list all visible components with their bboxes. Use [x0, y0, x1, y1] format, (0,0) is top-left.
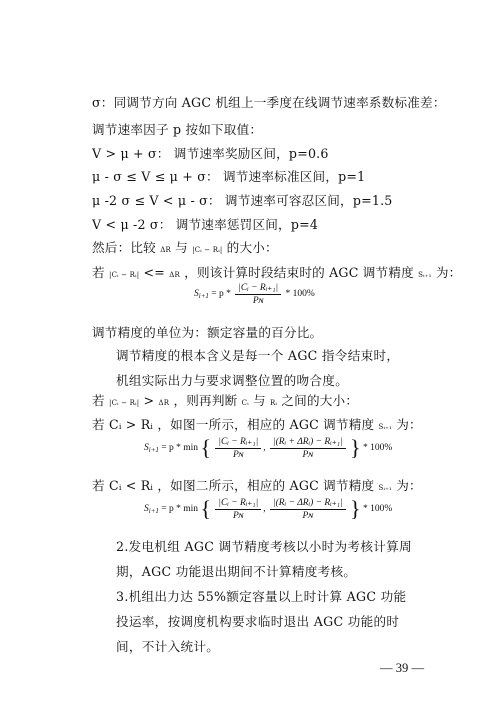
if2-r-symbol: Rᵢ — [270, 399, 278, 407]
case1-text-b: ，如图一所示，相应的 AGC 调节精度 — [157, 417, 375, 432]
compare-text-c: 的大小： — [226, 240, 278, 255]
if2-text-d: 与 — [253, 393, 266, 408]
f2-comma: , — [263, 443, 266, 454]
f2-fraction-1 — [215, 436, 261, 460]
case2-s-symbol: Sᵢ₊₁ — [378, 484, 393, 492]
case2-text-a: 若 — [92, 478, 105, 493]
if1-abs-symbol: |Cᵢ − Rᵢ| — [109, 271, 140, 279]
f2-tail: * 100% — [362, 443, 393, 454]
f3-fraction-1 — [215, 497, 261, 521]
condition-standard: μ - σ ≤ V ≤ μ + σ： 调节速率标准区间，p=1 — [92, 169, 366, 184]
if2-text-e: 之间的大小： — [281, 393, 359, 408]
if2-text-c: ，则再判断 — [173, 393, 238, 408]
unit-line: 调节精度的单位为：额定容量的百分比。 — [92, 325, 323, 340]
f1-numerator: |Cᵢ − Rᵢ₊₁| — [235, 282, 281, 295]
if1-text-b: <= — [143, 265, 166, 280]
if1-text-c: ，则该计算时段结束时的 AGC 调节精度 — [184, 265, 414, 280]
item2-text: 2.发电机组 AGC 调节精度考核以小时为考核计算周期，AGC 功能退出期间不计算精度考核。 — [116, 539, 412, 579]
f2-lhs-sub: i+1 — [148, 446, 159, 455]
item3-text: 3.机组出力达 55%额定容量以上时计算 AGC 功能投运率，按调度机构要求临时退出 AGC 功能的时间，不计入统计。 — [116, 589, 407, 654]
factor-intro: 调节速率因子 p 按如下取值： — [92, 122, 263, 137]
if2-delta-symbol: ΔR — [158, 399, 170, 407]
condition-reward: V > μ + σ： 调节速率奖励区间，p=0.6 — [92, 146, 329, 161]
case2-text-b: ，如图二所示，相应的 AGC 调节精度 — [157, 478, 375, 493]
page-number: — 39 — — [380, 661, 425, 675]
compare-line — [92, 237, 278, 256]
if1-s-symbol: Sᵢ₊₁ — [418, 271, 432, 279]
if2-text-a: 若 — [92, 393, 105, 408]
sigma-definition: σ：同调节方向 AGC 机组上一季度在线调节速率系数标准差： — [92, 95, 446, 110]
f2-numerator-1: |Cᵢ − Rᵢ₊₁| — [215, 436, 261, 449]
case1-s-symbol: Sᵢ₊₁ — [378, 423, 393, 431]
item2-paragraph — [92, 534, 412, 584]
item3-paragraph — [92, 584, 412, 659]
f3-left-brace: { — [200, 496, 211, 521]
delta-symbol: ΔR — [160, 246, 171, 254]
f1-denominator: Pɴ — [252, 296, 264, 306]
f1-tail: * 100% — [285, 289, 315, 300]
case2-text-c: 为： — [396, 478, 422, 493]
f2-lhs: S — [144, 443, 149, 454]
formula-precision-less — [144, 497, 392, 521]
f2-fraction-2 — [270, 436, 346, 460]
f3-lhs: S — [144, 504, 149, 515]
f2-numerator-2: |(Rᵢ + ΔRᵢ) − Rᵢ₊₁| — [270, 436, 346, 449]
f3-right-brace: } — [350, 496, 361, 521]
f3-fraction-2 — [270, 497, 346, 521]
f1-lhs: S — [194, 289, 199, 300]
compare-text-a: 然后：比较 — [92, 240, 156, 255]
if2-c-symbol: Cᵢ — [241, 399, 249, 407]
if-less-line — [92, 262, 461, 281]
f3-numerator-2: |(Rᵢ − ΔRᵢ) − Rᵢ₊₁| — [270, 497, 346, 510]
formula-precision-greater — [144, 436, 392, 460]
f3-comma: , — [263, 504, 266, 515]
case-less-line — [92, 475, 422, 494]
if1-text-d: 为： — [435, 265, 462, 280]
if1-delta-symbol: ΔR — [169, 271, 180, 279]
f2-denominator-1: Pɴ — [232, 450, 244, 460]
meaning-paragraph — [92, 343, 412, 393]
f1-eq: = p * — [211, 289, 231, 300]
condition-penalty: V < μ -2 σ： 调节速率惩罚区间，p=4 — [92, 217, 319, 232]
f3-denominator-2: Pɴ — [302, 511, 314, 521]
f3-numerator-1: |Cᵢ − Rᵢ₊₁| — [215, 497, 261, 510]
if1-text-a: 若 — [92, 265, 105, 280]
f1-fraction — [235, 282, 281, 306]
f2-eq: = p * min — [161, 443, 199, 454]
f1-lhs-sub: i+1 — [198, 292, 209, 301]
if2-abs-symbol: |Cᵢ − Rᵢ| — [109, 399, 140, 407]
f3-tail: * 100% — [362, 504, 393, 515]
abs-diff-symbol: |Cᵢ − Rᵢ| — [192, 246, 223, 254]
f3-lhs-sub: i+1 — [148, 507, 159, 516]
f2-left-brace: { — [200, 435, 211, 460]
compare-text-b: 与 — [175, 240, 188, 255]
formula-precision-basic — [194, 282, 315, 306]
if-greater-line — [92, 390, 358, 409]
f2-denominator-2: Pɴ — [302, 450, 314, 460]
f3-denominator-1: Pɴ — [232, 511, 244, 521]
case2-cond: Cᵢ < Rᵢ — [109, 478, 154, 493]
f3-eq: = p * min — [161, 504, 199, 515]
if2-text-b: > — [143, 393, 155, 408]
meaning-text: 调节精度的根本含义是每一个 AGC 指令结束时，机组实际出力与要求调整位置的吻合度。 — [116, 348, 400, 388]
condition-tolerable: μ -2 σ ≤ V < μ - σ： 调节速率可容忍区间，p=1.5 — [92, 193, 393, 208]
f2-right-brace: } — [350, 435, 361, 460]
case1-text-a: 若 — [92, 417, 105, 432]
case-greater-line — [92, 414, 422, 433]
case1-text-c: 为： — [396, 417, 422, 432]
case1-cond: Cᵢ > Rᵢ — [109, 417, 154, 432]
